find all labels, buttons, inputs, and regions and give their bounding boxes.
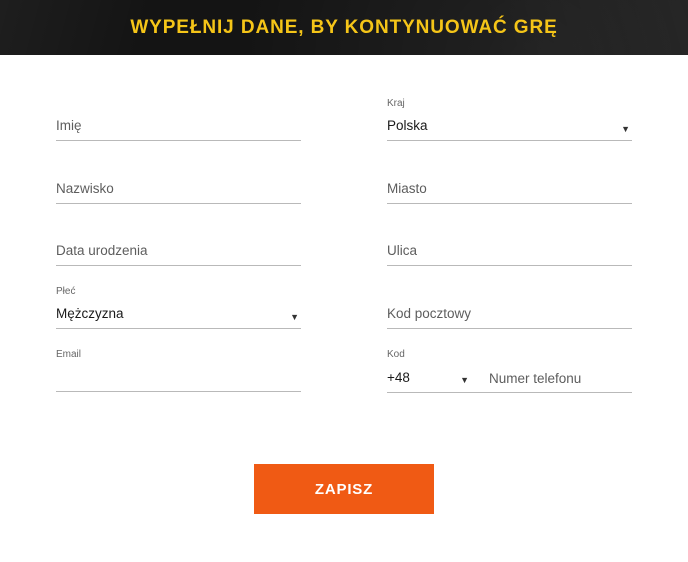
city-placeholder: Miasto — [387, 181, 427, 196]
field-phone — [387, 349, 632, 393]
page-title: WYPEŁNIJ DANE, BY KONTYNUOWAĆ GRĘ — [130, 16, 558, 38]
birth-date-input[interactable] — [56, 237, 301, 266]
street-placeholder: Ulica — [387, 243, 418, 258]
country-label: Kraj — [387, 98, 405, 109]
postal-code-input[interactable] — [387, 300, 632, 329]
country-select[interactable] — [387, 112, 632, 141]
gender-label: Płeć — [56, 286, 76, 297]
phone-number-input[interactable] — [475, 365, 632, 393]
email-field[interactable] — [56, 363, 301, 392]
street-input[interactable] — [387, 237, 632, 266]
postal-code-placeholder: Kod pocztowy — [387, 306, 472, 321]
field-first-name — [56, 98, 301, 141]
field-email — [56, 349, 301, 392]
email-label: Email — [56, 349, 82, 360]
field-birth-date — [56, 223, 301, 266]
phone-group — [387, 363, 632, 393]
field-last-name — [56, 161, 301, 204]
submit-area — [0, 464, 688, 514]
phone-code-label: Kod — [387, 349, 405, 360]
birth-date-placeholder: Data urodzenia — [56, 243, 148, 258]
field-street — [387, 223, 632, 266]
field-country — [387, 98, 632, 141]
chevron-down-icon: ▼ — [290, 312, 299, 322]
last-name-placeholder: Nazwisko — [56, 181, 114, 196]
chevron-down-icon: ▼ — [460, 375, 469, 385]
gender-select[interactable] — [56, 300, 301, 329]
chevron-down-icon: ▼ — [621, 124, 630, 134]
last-name-input[interactable] — [56, 175, 301, 204]
city-input[interactable] — [387, 175, 632, 204]
first-name-input[interactable] — [56, 112, 301, 141]
phone-number-placeholder: Numer telefonu — [489, 370, 582, 386]
save-button[interactable]: ZAPISZ — [254, 464, 434, 514]
country-value: Polska — [387, 118, 428, 133]
field-postal-code — [387, 286, 632, 329]
page-header-banner — [0, 0, 688, 55]
field-gender — [56, 286, 301, 329]
phone-code-select[interactable] — [387, 364, 475, 393]
field-city — [387, 161, 632, 204]
phone-code-value: +48 — [387, 370, 410, 385]
first-name-placeholder: Imię — [56, 118, 82, 133]
gender-value: Mężczyzna — [56, 306, 124, 321]
